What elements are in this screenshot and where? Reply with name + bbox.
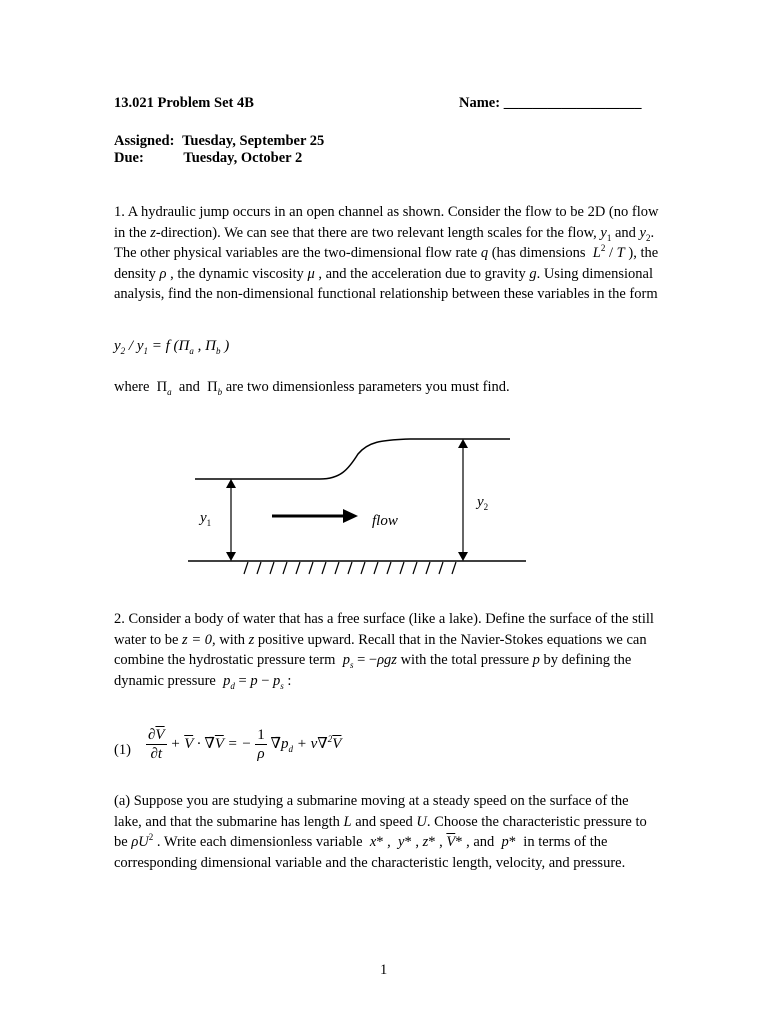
y1-dimension-arrow (226, 479, 236, 561)
due-label: Due: (114, 150, 144, 166)
name-blank: ___________________ (503, 95, 642, 111)
y2-label: $y_2$ (477, 494, 489, 512)
problem-1-text: 1. A hydraulic jump occurs in an open channel as shown. Consider the flow to be 2D (no flow in the z-direction). We can see that there are two relevant length scales for the flow, $y_1$ and $y_2$. The other physical variables are the two-dimensional flow rate q (has dimensions $L^2$ / T ), the density ρ , the dynamic viscosity μ , and the acceleration due to gravity g. Using dimensional analysis, find the non-dimensional functional relationship between these variables in the form (114, 204, 659, 302)
due-line (114, 148, 302, 169)
functional-relationship-equation: $y_2 / y_1 = f$ ($\Pi_a$ , $\Pi_b$ ) (114, 338, 230, 356)
problem-2-text: 2. Consider a body of water that has a free surface (like a lake). Define the surface of the still water to be z = 0, with z positive upward. Recall that in the Navier-Stokes equations we can combine the hydrostatic pressure term $p_s = -\rho gz$ with the total pressure p by defining the dynamic pressure $p_d = p - p_s$ : (114, 611, 654, 691)
y2-dimension-arrow (458, 439, 468, 561)
flow-arrow (272, 509, 358, 523)
y1-label: $y_1$ (200, 510, 212, 528)
ground-hatching (244, 562, 456, 574)
navier-stokes-equation: $\frac{\partial\overline{V}}{\partial t}$ + $\overline{V}$ · $\nablā\overline{V}$ = − $\frac{1}{\rho}$ $\nablāp_d + \nu\nabla^2\overline{V}$ (148, 727, 342, 762)
problem-2a-text: (a) Suppose you are studying a submarine moving at a steady speed on the surface of the lake, and that the submarine has length L and speed U. Choose the characteristic pressure to be $\rho U^2$ . Write each dimensionless variable x* , y* , z* , $\overline{V}*$ , and p* in terms of the corresponding dimensional variable and the characteristic length, velocity, and pressure. (114, 793, 647, 871)
assigned-label: Assigned: (114, 133, 175, 149)
hydraulic-jump-diagram (180, 430, 540, 580)
assigned-date: Tuesday, September 25 (182, 133, 325, 149)
page-number: 1 (380, 962, 388, 978)
name-label: Name: (459, 95, 501, 111)
name-field (459, 93, 641, 114)
flow-label: flow (372, 513, 398, 529)
due-date: Tuesday, October 2 (183, 150, 303, 166)
where-line: where $\Pi_a$ and $\Pi_b$ are two dimensionless parameters you must find. (114, 379, 510, 397)
equation-number: (1) (114, 742, 131, 758)
course-title: 13.021 Problem Set 4B (114, 95, 254, 111)
